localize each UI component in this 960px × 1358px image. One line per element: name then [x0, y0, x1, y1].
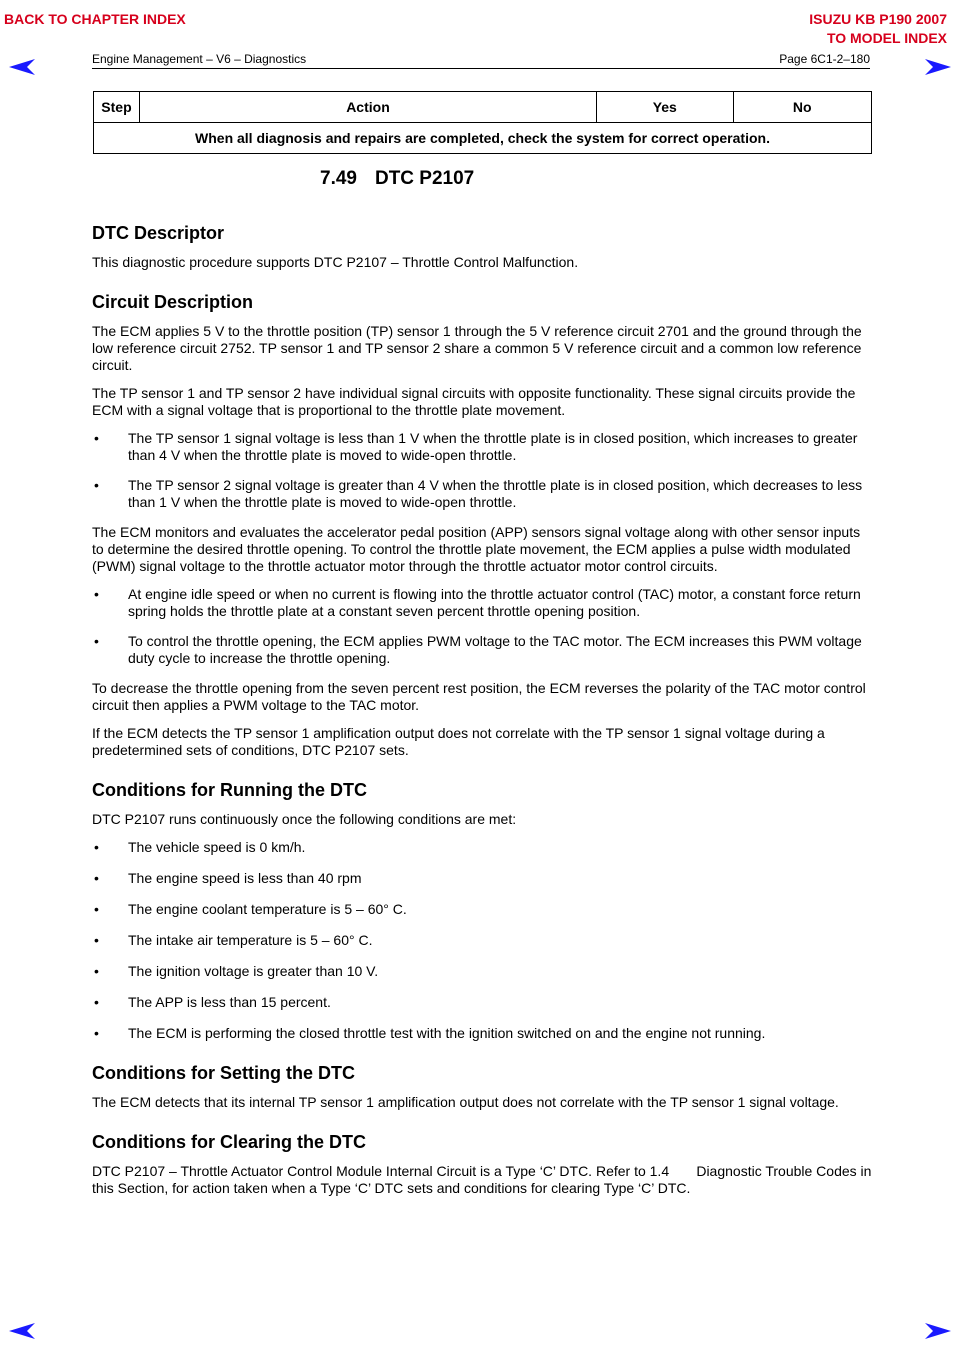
paragraph: To decrease the throttle opening from the seven percent rest position, the ECM reverses the polarity of the TAC motor control circuit then applies a PWM voltage to the TAC motor. [92, 680, 866, 713]
section-number: 7.49 [320, 168, 357, 189]
header-page-number: Page 6C1-2–180 [779, 52, 870, 66]
heading-conditions-setting: Conditions for Setting the DTC [92, 1063, 355, 1083]
next-page-arrow-icon[interactable] [924, 58, 952, 76]
heading-conditions-clearing: Conditions for Clearing the DTC [92, 1132, 366, 1152]
list-item: • At engine idle speed or when no current is flowing into the throttle actuator control (TAC) motor, a constant force return spring holds the throttle plate at a constant seven percent throttle opening position. [92, 586, 874, 620]
heading-conditions-running: Conditions for Running the DTC [92, 780, 367, 800]
previous-page-arrow-icon[interactable] [8, 1322, 36, 1340]
column-header-action: Action [139, 92, 596, 123]
paragraph: This diagnostic procedure supports DTC P2107 – Throttle Control Malfunction. [92, 254, 579, 270]
main-content [92, 170, 874, 1208]
list-item: • The TP sensor 1 signal voltage is less than 1 V when the throttle plate is in closed position, which increases to greater than 4 V when the throttle plate is moved to wide-open throttle. [92, 430, 874, 464]
list-item: • The TP sensor 2 signal voltage is greater than 4 V when the throttle plate is in closed position, which decreases to less than 1 V when the throttle plate is moved to wide-open throttle. [92, 477, 874, 511]
list-item: • The ECM is performing the closed throttle test with the ignition switched on and the engine not running. [92, 1025, 874, 1042]
header-section-title: Engine Management – V6 – Diagnostics [92, 52, 307, 66]
bullet-list [92, 839, 874, 1042]
paragraph: DTC P2107 – Throttle Actuator Control Module Internal Circuit is a Type ‘C’ DTC. Refer to 1.4 Diagnostic Trouble Codes in this Section, for action taken when a Type ‘C’ DTC sets and conditions for clearing Type ‘C’ DTC. [92, 1163, 876, 1196]
column-header-no: No [733, 92, 871, 123]
next-page-arrow-icon[interactable] [924, 1322, 952, 1340]
paragraph: If the ECM detects the TP sensor 1 amplification output does not correlate with the TP sensor 1 signal voltage during a predetermined sets of conditions, DTC P2107 sets. [92, 725, 825, 758]
section-name: DTC P2107 [374, 168, 475, 189]
table-footer-cell: When all diagnosis and repairs are completed, check the system for correct operation. [94, 123, 872, 154]
section-title [320, 170, 874, 200]
paragraph: The ECM monitors and evaluates the accelerator pedal position (APP) sensors signal voltage along with other sensor inputs to determine the desired throttle opening. To control the throttle plate movement, the ECM applies a pulse width modulated (PWM) signal voltage to the throttle actuator motor through the throttle actuator motor control circuits. [92, 524, 861, 574]
running-header [92, 52, 870, 69]
list-item: • The intake air temperature is 5 – 60° C. [92, 932, 874, 949]
heading-circuit-description: Circuit Description [92, 292, 254, 312]
list-item: • The APP is less than 15 percent. [92, 994, 874, 1011]
column-header-step: Step [94, 92, 140, 123]
table-header-row [94, 92, 872, 123]
paragraph: DTC P2107 runs continuously once the following conditions are met: [92, 811, 517, 827]
back-to-chapter-index-link[interactable]: BACK TO CHAPTER INDEX [4, 11, 186, 27]
bullet-list [92, 586, 874, 667]
table-row [94, 123, 872, 154]
list-item: • The engine coolant temperature is 5 – 60° C. [92, 901, 874, 918]
paragraph: The ECM detects that its internal TP sensor 1 amplification output does not correlate with the TP sensor 1 signal voltage. [92, 1094, 839, 1110]
paragraph: The TP sensor 1 and TP sensor 2 have individual signal circuits with opposite functionality. These signal circuits provide the ECM with a signal voltage that is proportional to the throttle plate movement. [92, 385, 856, 418]
step-table [93, 91, 872, 154]
heading-dtc-descriptor: DTC Descriptor [92, 223, 225, 243]
list-item: • The vehicle speed is 0 km/h. [92, 839, 874, 856]
list-item: • The engine speed is less than 40 rpm [92, 870, 874, 887]
previous-page-arrow-icon[interactable] [8, 58, 36, 76]
list-item: • The ignition voltage is greater than 10 V. [92, 963, 874, 980]
bullet-list [92, 430, 874, 511]
to-model-index-link[interactable]: TO MODEL INDEX [826, 30, 947, 46]
column-header-yes: Yes [597, 92, 733, 123]
list-item: • To control the throttle opening, the ECM applies PWM voltage to the TAC motor. The ECM increases this PWM voltage duty cycle to increase the throttle opening. [92, 633, 874, 667]
model-title: ISUZU KB P190 2007 [809, 11, 947, 27]
paragraph: The ECM applies 5 V to the throttle position (TP) sensor 1 through the 5 V reference circuit 2701 and the ground through the low reference circuit 2752. TP sensor 1 and TP sensor 2 share a common 5 V reference circuit and a common low reference circuit. [92, 323, 862, 373]
